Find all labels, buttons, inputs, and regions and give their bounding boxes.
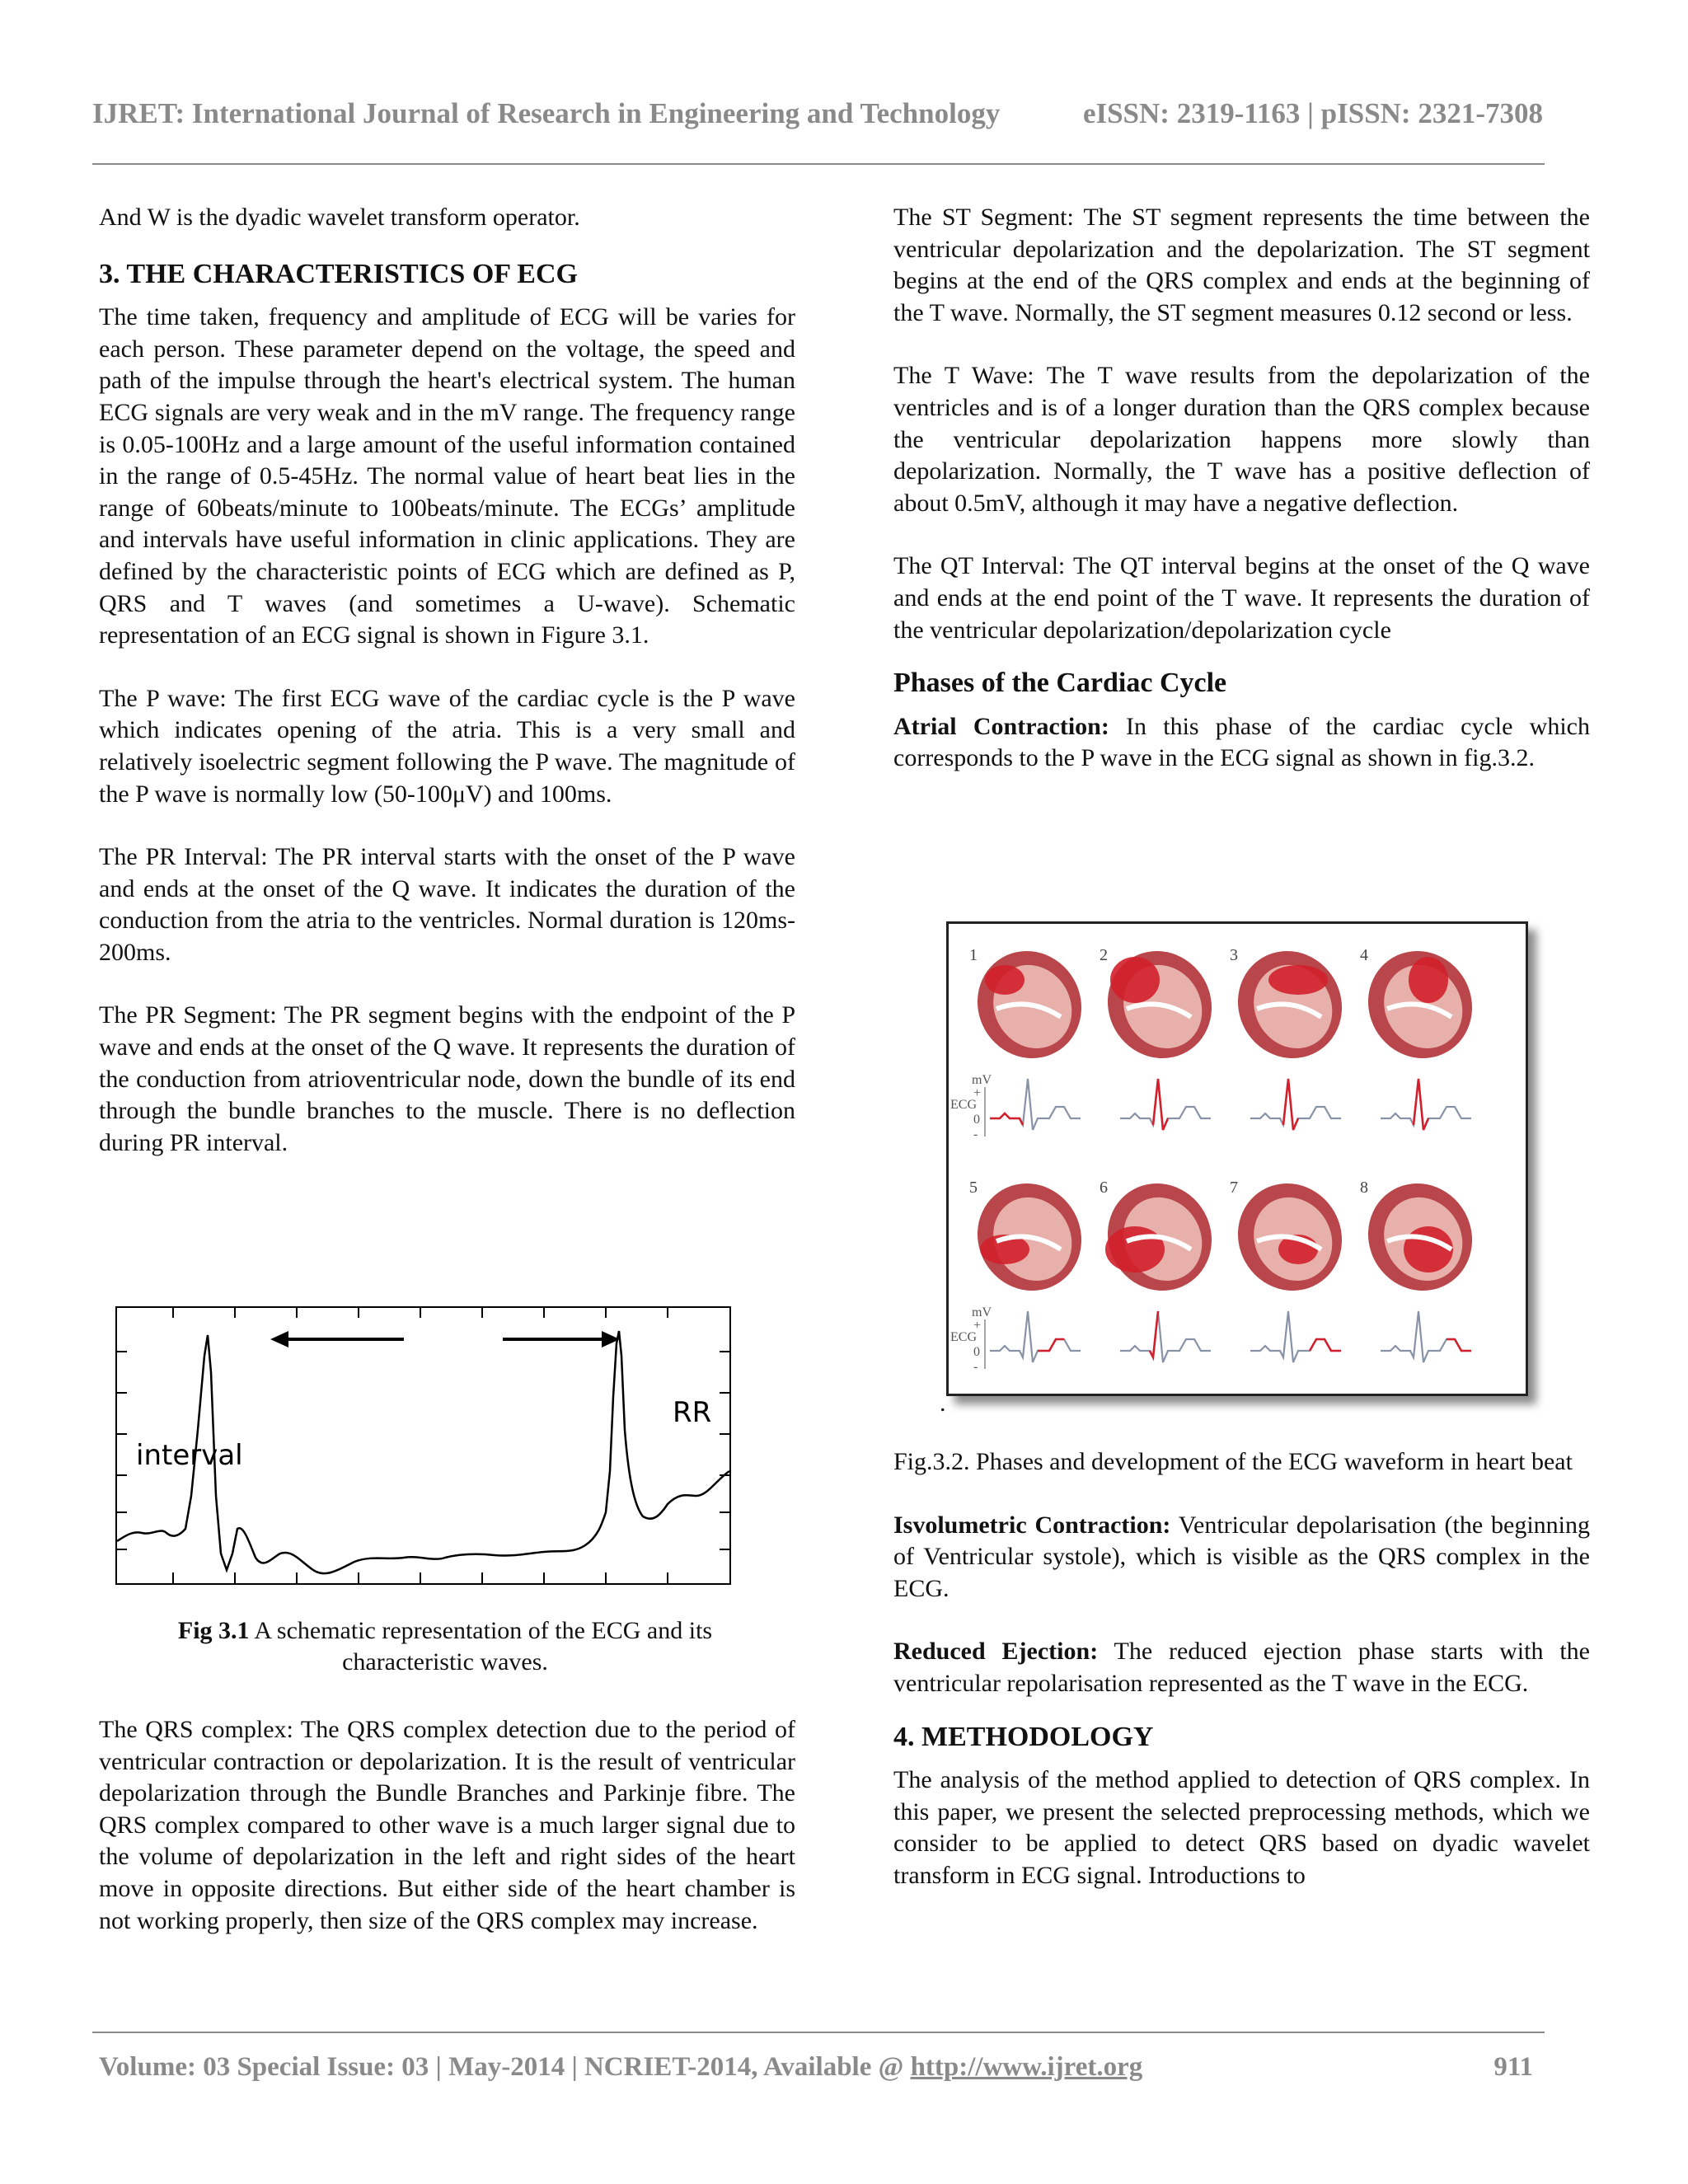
figure-3-2-caption: Fig.3.2. Phases and development of the ECG waveform in heart beat xyxy=(893,1448,1573,1475)
heart-active-region-8 xyxy=(1404,1226,1453,1272)
figure-3-2-cardiac-phases xyxy=(946,921,1528,1396)
ecg-mv-label-1: mV xyxy=(972,1073,992,1087)
paragraph-atrial xyxy=(893,711,1590,775)
heart-active-region-3 xyxy=(1268,965,1328,995)
right-column-lower xyxy=(893,1446,1590,1892)
atrial-text: In this phase of the cardiac cycle which corresponds to the P wave in the ECG signal as shown in fig.3.2. xyxy=(893,712,1590,772)
journal-issn: eISSN: 2319-1163 | pISSN: 2321-7308 xyxy=(1082,97,1543,129)
journal-title: IJRET: International Journal of Research in Engineering and Technology xyxy=(92,97,1001,129)
ecg-minus-label-2: - xyxy=(973,1360,978,1374)
reduced-text: The reduced ejection phase starts with the ventricular repolarisation represented as the T wave in the ECG. xyxy=(893,1638,1590,1697)
panel-number-4: 4 xyxy=(1360,946,1368,964)
panel-number-7: 7 xyxy=(1230,1179,1238,1197)
iso-text: Ventricular depolarisation (the beginning of Ventricular systole), which is visible as the QRS complex in the ECG. xyxy=(893,1511,1590,1602)
ecg-highlight-1 xyxy=(990,1113,1023,1125)
ecg-highlight-2 xyxy=(1153,1079,1168,1130)
ecg-strip-8 xyxy=(1381,1311,1471,1362)
paragraph-qt-interval: The QT Interval: The QT interval begins at the onset of the Q wave and ends at the end point of the T wave. It represents the duration of the ventricular depolarization/depolarization cycle xyxy=(893,552,1590,644)
ecg-strip-1 xyxy=(990,1079,1081,1130)
ecg-strip-6 xyxy=(1120,1311,1211,1362)
right-column xyxy=(893,202,1590,806)
paragraph-pr-interval: The PR Interval: The PR interval starts with the onset of the P wave and ends at the onset of the Q wave. It indicates the duration of the conduction from the atria to the ventricles. Normal duration is 120ms-200ms. xyxy=(99,843,795,966)
ecg-plus-label-2: + xyxy=(973,1319,982,1333)
left-column xyxy=(99,202,795,1190)
left-column-lower xyxy=(99,1714,795,1937)
ecg-mv-label-2: mV xyxy=(972,1305,992,1319)
panel-number-8: 8 xyxy=(1360,1179,1368,1197)
paragraph-operator: And W is the dyadic wavelet transform operator. xyxy=(99,204,580,231)
ecg-highlight-6 xyxy=(1150,1311,1158,1357)
heart-active-region-1 xyxy=(985,965,1025,995)
ecg-highlight-5 xyxy=(1038,1339,1064,1351)
reduced-label: Reduced Ejection: xyxy=(893,1638,1099,1666)
iso-label: Isvolumetric Contraction: xyxy=(893,1511,1171,1539)
heart-active-region-4 xyxy=(1409,957,1448,1003)
paragraph-qrs: The QRS complex: The QRS complex detection due to the period of ventricular contraction or depolarization. It is the result of ventricular depolarization through the Bundle Branches and Parkinje fibre. The QRS complex compared to other wave is a much larger signal due to the volume of depolarization in the left and right sides of the heart move in opposite directions. But either side of the heart chamber is not working properly, then size of the QRS complex may increase. xyxy=(99,1716,795,1934)
section-3-heading: 3. THE CHARACTERISTICS OF ECG xyxy=(99,258,578,289)
fig32-dot: . xyxy=(940,1390,946,1417)
fig31-caption-label: Fig 3.1 xyxy=(177,1617,250,1644)
ecg-strip-5 xyxy=(990,1311,1081,1362)
page-number: 911 xyxy=(1493,2052,1533,2082)
paragraph-t-wave: The T Wave: The T wave results from the depolarization of the ventricles and is of a longer duration than the QRS complex because the ventricular depolarization happens more slowly than depolarization. Normally, the T wave has a positive deflection of about 0.5mV, although it may have a negative deflection. xyxy=(893,362,1590,517)
panel-number-3: 3 xyxy=(1230,946,1238,964)
heart-active-region-6 xyxy=(1105,1226,1165,1272)
ecg-highlight-8 xyxy=(1447,1339,1471,1351)
header-rule xyxy=(92,163,1545,165)
atrial-label: Atrial Contraction: xyxy=(893,712,1109,740)
ecg-strip-7 xyxy=(1250,1311,1341,1362)
paragraph-p-wave: The P wave: The first ECG wave of the cardiac cycle is the P wave which indicates opening of the atria. This is a very small and relatively isoelectric segment following the P wave. The magnitude of the P wave is normally low (50-100μV) and 100ms. xyxy=(99,684,795,808)
journal-link[interactable]: http://www.ijret.org xyxy=(910,2052,1143,2082)
figure-3-1-caption xyxy=(132,1615,758,1678)
paragraph-methodology: The analysis of the method applied to detection of QRS complex. In this paper, we present the selected preprocessing methods, which we consider to be applied to detect QRS based on dyadic wavelet transform in ECG signal. Introductions to xyxy=(893,1766,1590,1889)
ecg-zero-label-1: 0 xyxy=(973,1113,980,1127)
footer-volume-info xyxy=(99,2052,1142,2083)
ecg-minus-label-1: - xyxy=(973,1127,978,1141)
fig32-drawing xyxy=(949,924,1526,1394)
heart-active-region-2 xyxy=(1110,957,1160,1003)
section-4-heading: 4. METHODOLOGY xyxy=(893,1721,1154,1752)
ecg-highlight-4 xyxy=(1414,1079,1428,1130)
fig31-interval-label: interval xyxy=(136,1439,243,1472)
paragraph-isovolumetric xyxy=(893,1510,1590,1605)
ecg-axis-label-1: ECG xyxy=(950,1098,977,1112)
panel-number-1: 1 xyxy=(969,946,978,964)
ecg-highlight-3 xyxy=(1283,1079,1298,1130)
ecg-zero-label-2: 0 xyxy=(973,1345,980,1359)
paragraph-st-segment: The ST Segment: The ST segment represents the time between the ventricular depolarization and the depolarization. The ST segment begins at the end of the QRS complex and ends at the beginning of the T wave. Normally, the ST segment measures 0.12 second or less. xyxy=(893,204,1590,326)
ecg-highlight-7 xyxy=(1310,1339,1341,1351)
figure-3-1-ecg-schematic xyxy=(115,1306,734,1586)
paragraph-pr-segment: The PR Segment: The PR segment begins with the endpoint of the P wave and ends at the onset of the Q wave. It represents the duration of the conduction from atrioventricular node, down the bundle of its end through the bundle branches to the muscle. There is no deflection during PR interval. xyxy=(99,1001,795,1156)
ecg-plus-label-1: + xyxy=(973,1086,982,1100)
footer-text: Volume: 03 Special Issue: 03 | May-2014 | NCRIET-2014, Available @ xyxy=(99,2052,911,2082)
fig31-rr-label: RR xyxy=(673,1396,712,1429)
ecg-axis-label-2: ECG xyxy=(950,1330,977,1344)
page-header xyxy=(92,97,1543,130)
panel-number-2: 2 xyxy=(1100,946,1108,964)
paragraph-intro: The time taken, frequency and amplitude of ECG will be varies for each person. These parameter depend on the voltage, the speed and path of the impulse through the heart's electrical system. The human ECG signals are very weak and in the mV range. The frequency range is 0.05-100Hz and a large amount of the useful information contained in the range of 0.5-45Hz. The normal value of heart beat lies in the range of 60beats/minute to 100beats/minute. The ECGs’ amplitude and intervals have useful information in clinic applications. They are defined by the characteristic points of ECG which are defined as P, QRS and T waves (and sometimes a U-wave). Schematic representation of an ECG signal is shown in Figure 3.1. xyxy=(99,303,795,649)
phases-heading: Phases of the Cardiac Cycle xyxy=(893,668,1227,699)
paragraph-reduced-ejection xyxy=(893,1636,1590,1699)
panel-number-6: 6 xyxy=(1100,1179,1108,1197)
panel-number-5: 5 xyxy=(969,1179,978,1197)
page-footer xyxy=(99,2052,1550,2083)
fig31-caption-text: A schematic representation of the ECG and its characteristic waves. xyxy=(249,1617,713,1675)
footer-rule xyxy=(92,2032,1545,2033)
